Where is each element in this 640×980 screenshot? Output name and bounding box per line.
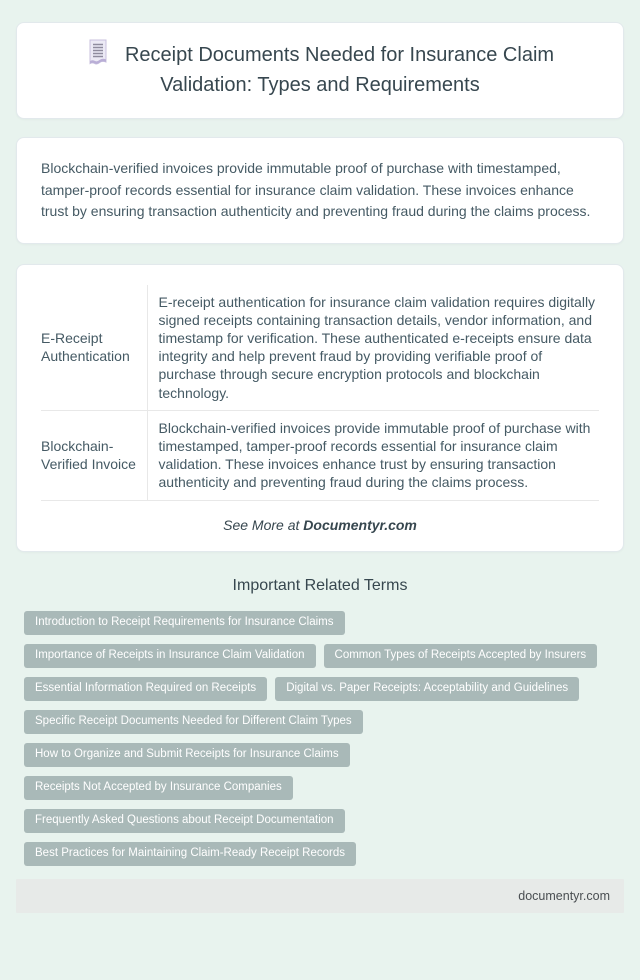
related-term-chip[interactable]: Common Types of Receipts Accepted by Insurers — [324, 644, 598, 668]
chip-row — [24, 743, 616, 767]
title-card — [16, 22, 624, 119]
definitions-table — [41, 285, 599, 501]
term-label: E-Receipt Authentication — [41, 285, 147, 411]
see-more-note — [41, 517, 599, 533]
related-term-chip[interactable]: Receipts Not Accepted by Insurance Companies — [24, 776, 293, 800]
related-term-chip[interactable]: Digital vs. Paper Receipts: Acceptability and Guidelines — [275, 677, 579, 701]
term-label: Blockchain-Verified Invoice — [41, 410, 147, 500]
related-term-chip[interactable]: How to Organize and Submit Receipts for Insurance Claims — [24, 743, 350, 767]
intro-paragraph: Blockchain-verified invoices provide immutable proof of purchase with timestamped, tamper-proof records essential for insurance claim validation. These invoices enhance trust by ensuring transaction authenticity and preventing fraud during the claims process. — [41, 160, 591, 219]
related-term-chip[interactable]: Introduction to Receipt Requirements for Insurance Claims — [24, 611, 345, 635]
page-title-text: Receipt Documents Needed for Insurance Claim Validation: Types and Requirements — [124, 44, 555, 96]
chip-row — [24, 677, 616, 701]
related-terms-heading: Important Related Terms — [232, 576, 408, 594]
footer-site-link[interactable]: documentyr.com — [518, 888, 610, 903]
term-description: Blockchain-verified invoices provide immutable proof of purchase with timestamped, tamper-proof records essential for insurance claim validation. These invoices enhance trust by ensuring transaction authenticity and preventing fraud during the claims process. — [158, 419, 591, 491]
definitions-card — [16, 264, 624, 552]
related-term-chip[interactable]: Importance of Receipts in Insurance Claim Validation — [24, 644, 316, 668]
related-term-chip[interactable]: Frequently Asked Questions about Receipt Documentation — [24, 809, 345, 833]
related-term-chip[interactable]: Best Practices for Maintaining Claim-Ready Receipt Records — [24, 842, 356, 866]
see-more-prefix: See More at — [223, 516, 304, 533]
related-term-chip[interactable]: Specific Receipt Documents Needed for Different Claim Types — [24, 710, 363, 734]
chip-row — [24, 710, 616, 734]
see-more-brand[interactable]: Documentyr.com — [303, 516, 417, 533]
chip-row — [24, 776, 616, 800]
footer-bar — [16, 879, 624, 913]
related-term-chip[interactable]: Essential Information Required on Receipts — [24, 677, 267, 701]
related-terms-list — [16, 611, 624, 866]
receipt-icon — [86, 39, 109, 66]
chip-row — [24, 644, 616, 668]
chip-row — [24, 842, 616, 866]
table-row — [41, 410, 599, 500]
chip-row — [24, 809, 616, 833]
intro-card — [16, 137, 624, 244]
page-title — [45, 39, 595, 100]
term-description: E-receipt authentication for insurance claim validation requires digitally signed receipts containing transaction details, vendor information, and timestamp for verification. These authenticated e-receipts ensure data integrity and help prevent fraud by providing verifiable proof of purchase through secure encryption protocols and blockchain technology. — [158, 293, 596, 401]
page — [0, 22, 640, 913]
chip-row — [24, 611, 616, 635]
table-row — [41, 285, 599, 411]
